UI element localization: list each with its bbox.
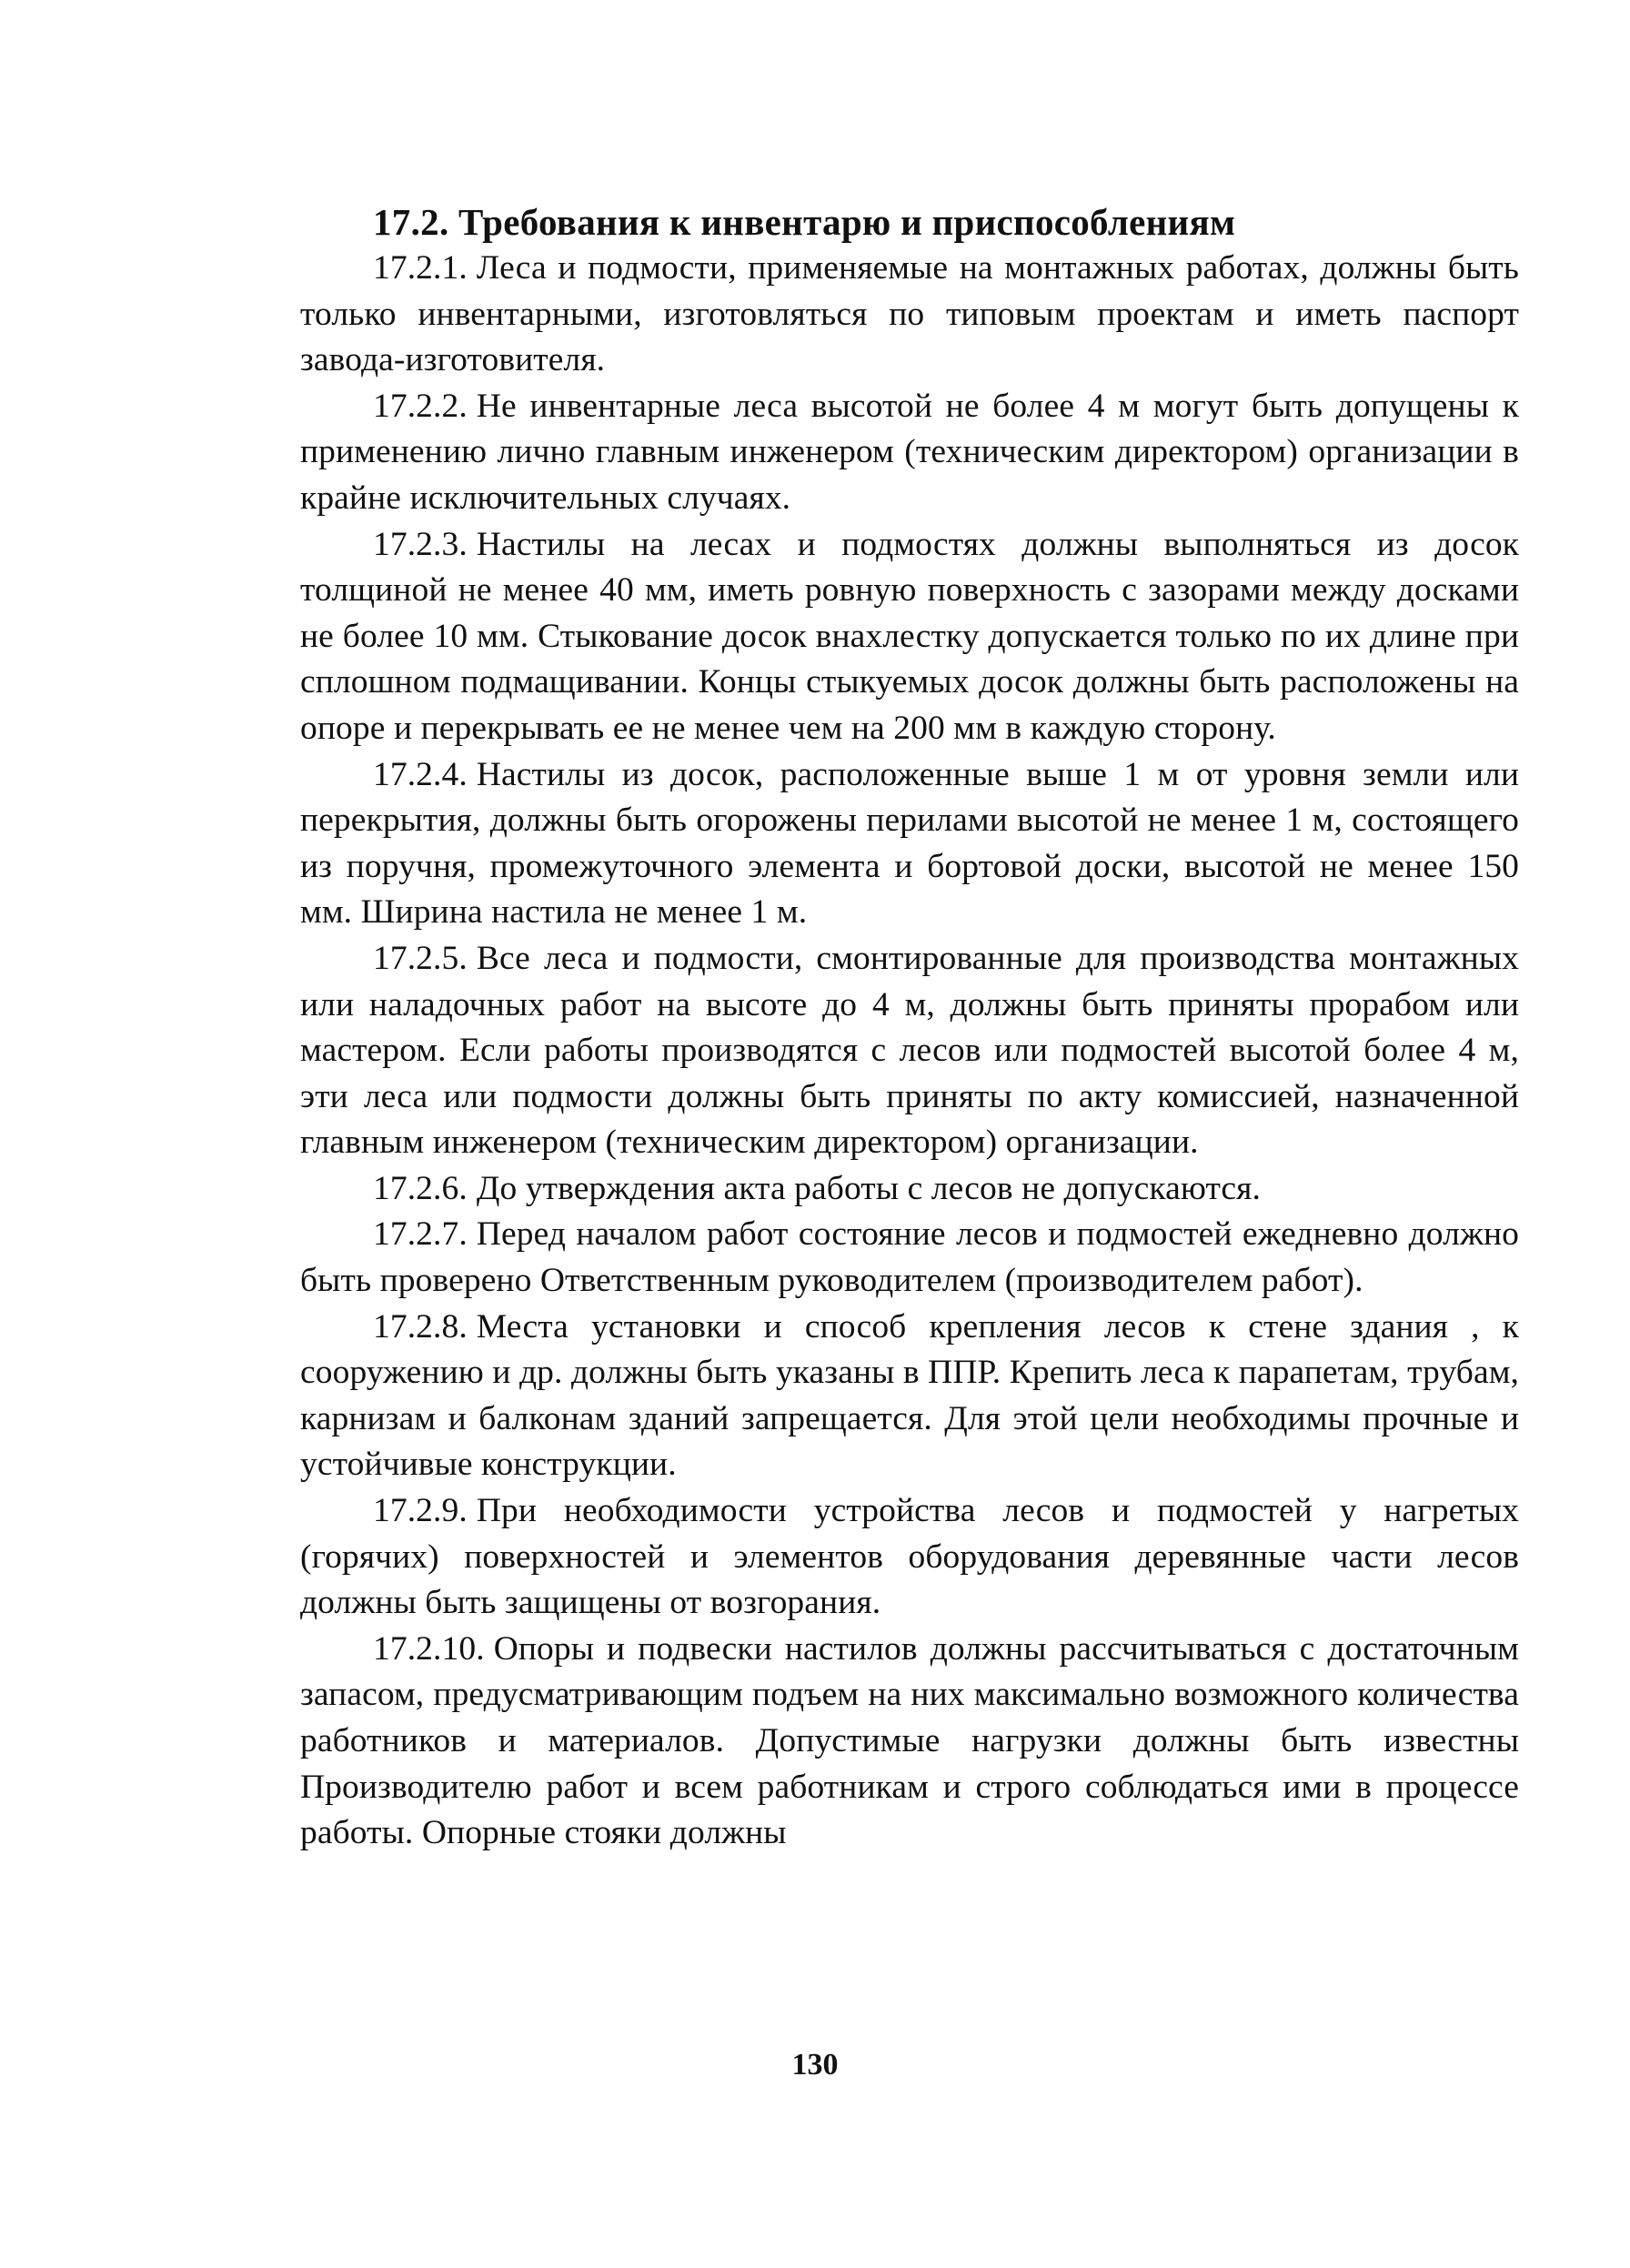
paragraph-text: Все леса и подмости, смонтированные для производства монтажных или наладочных работ на высоте до 4 м, должны быть приняты прорабом или мастером. Если работы производятся с лесов или подмостей высотой более 4 м, эти леса или подмости должны быть приняты по акту комиссией, назначенной главным инженером (техническим директором) организации.	[300, 939, 1519, 1162]
paragraph-number: 17.2.4.	[373, 755, 468, 793]
paragraph-number: 17.2.2.	[373, 387, 468, 425]
paragraph-17-2-10	[300, 1627, 1519, 1857]
paragraph-17-2-2	[300, 384, 1519, 522]
paragraph-number: 17.2.8.	[373, 1307, 468, 1346]
paragraph-number: 17.2.5.	[373, 939, 468, 977]
paragraph-text: Перед началом работ состояние лесов и подмостей ежедневно должно быть проверено Ответственным руководителем (производителем работ).	[300, 1215, 1519, 1300]
paragraph-number: 17.2.3.	[373, 525, 468, 563]
paragraph-17-2-4	[300, 752, 1519, 936]
paragraph-17-2-8	[300, 1305, 1519, 1488]
paragraph-17-2-9	[300, 1488, 1519, 1627]
paragraph-text: При необходимости устройства лесов и подмостей у нагретых (горячих) поверхностей и элементов оборудования деревянные части лесов должны быть защищены от возгорания.	[300, 1492, 1519, 1622]
paragraph-number: 17.2.9.	[373, 1492, 468, 1530]
paragraph-text: Не инвентарные леса высотой не более 4 м могут быть допущены к применению лично главным инженером (техническим директором) организации в крайне исключительных случаях.	[300, 387, 1519, 517]
paragraph-number: 17.2.6.	[373, 1169, 468, 1207]
document-page	[300, 198, 1519, 1857]
paragraph-text: Настилы на лесах и подмостях должны выполняться из досок толщиной не менее 40 мм, иметь ровную поверхность с зазорами между досками не более 10 мм. Стыкование досок внахлестку допускается только по их длине при сплошном подмащивании. Концы стыкуемых досок должны быть расположены на опоре и перекрывать ее не менее чем на 200 мм в каждую сторону.	[300, 525, 1519, 747]
paragraph-text: До утверждения акта работы с лесов не допускаются.	[476, 1169, 1261, 1207]
paragraph-17-2-3	[300, 522, 1519, 752]
paragraph-text: Места установки и способ крепления лесов к стене здания , к сооружению и др. должны быть указаны в ППР. Крепить леса к парапетам, трубам, карнизам и балконам зданий запрещается. Для этой цели необходимы прочные и устойчивые конструкции.	[300, 1307, 1519, 1484]
paragraph-number: 17.2.1.	[373, 249, 468, 287]
paragraph-text: Настилы из досок, расположенные выше 1 м от уровня земли или перекрытия, должны быть огорожены перилами высотой не менее 1 м, состоящего из поручня, промежуточного элемента и бортовой доски, высотой не менее 150 мм. Ширина настила не менее 1 м.	[300, 755, 1519, 932]
paragraph-17-2-7	[300, 1212, 1519, 1304]
page-number: 130	[791, 2048, 839, 2082]
paragraph-17-2-5	[300, 936, 1519, 1166]
paragraph-text: Леса и подмости, применяемые на монтажных работах, должны быть только инвентарными, изготовляться по типовым проектам и иметь паспорт завода-изготовителя.	[300, 249, 1519, 379]
paragraph-text: Опоры и подвески настилов должны рассчитываться с достаточным запасом, предусматривающим подъем на них максимально возможного количества работников и материалов. Допустимые нагрузки должны быть известны Производителю работ и всем работникам и строго соблюдаться ими в процессе работы. Опорные стояки должны	[300, 1629, 1519, 1852]
paragraph-17-2-1	[300, 246, 1519, 384]
section-heading: 17.2. Требования к инвентарю и приспособлениям	[373, 201, 1236, 243]
paragraph-number: 17.2.7.	[373, 1215, 468, 1254]
paragraph-number: 17.2.10.	[373, 1629, 485, 1668]
paragraph-17-2-6	[300, 1166, 1519, 1213]
